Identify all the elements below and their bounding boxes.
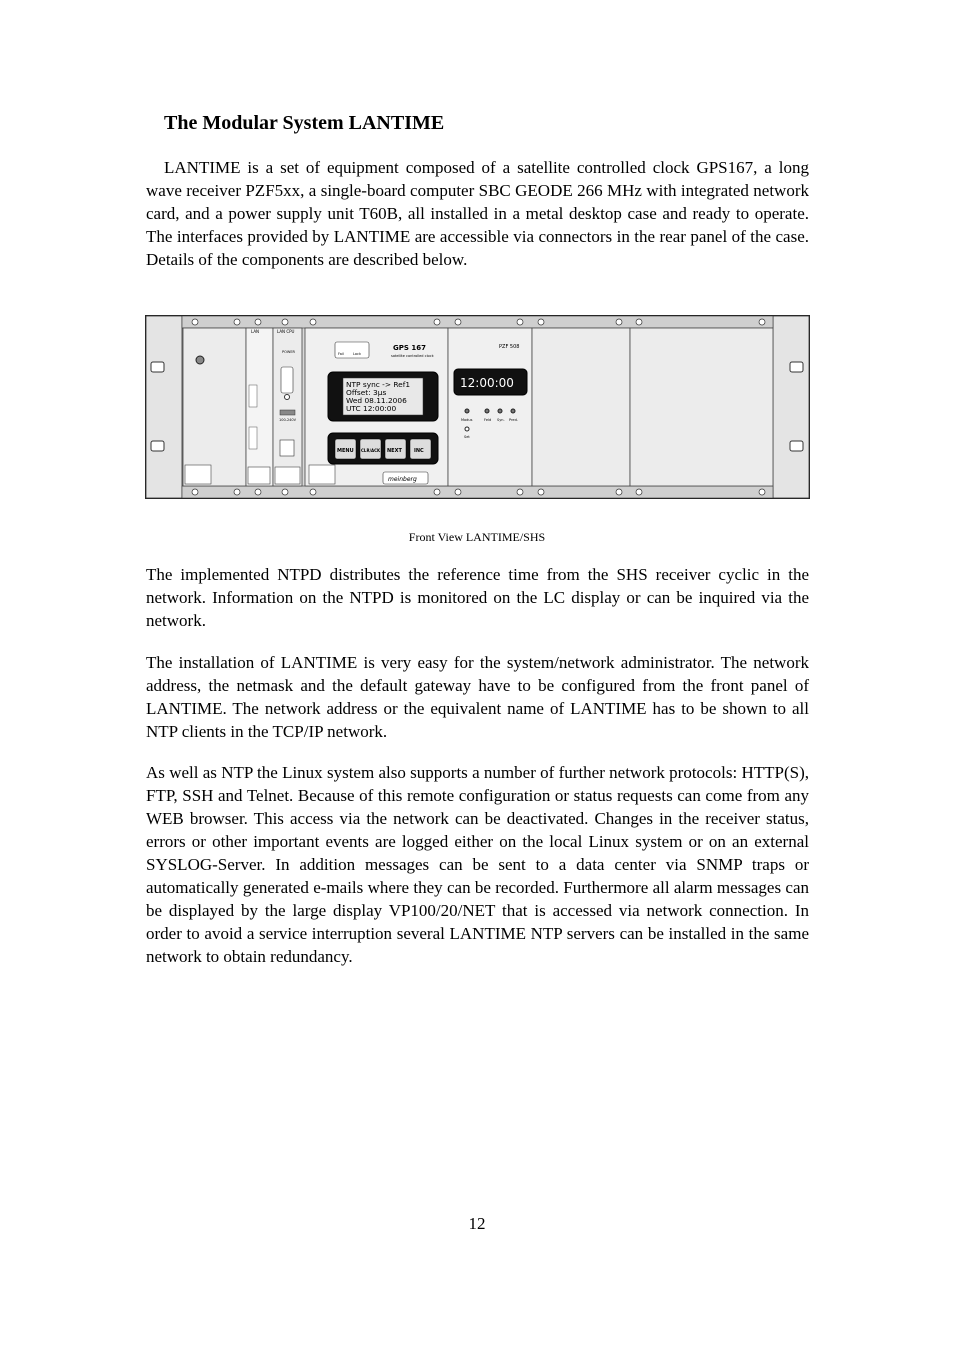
lan-label: LAN <box>251 329 260 334</box>
lan-cpu-label: LAN CPU <box>277 329 295 334</box>
paragraph-ntpd: The implemented NTPD distributes the reference time from the SHS receiver cyclic in the network. Information on the NTPD is monitored on the LC display or can be inquired via the network. <box>146 565 809 630</box>
pzf-title: PZF 508 <box>499 344 520 350</box>
pzf-time-display: 12:00:00 <box>460 376 514 390</box>
page-number: 12 <box>468 1214 486 1233</box>
pzf-led-syn: Syn. <box>497 418 505 422</box>
lock-label: Lock <box>353 352 361 356</box>
power-label: POWER <box>282 350 295 354</box>
fail-label: Fail <box>338 352 344 356</box>
front-view-figure <box>145 315 810 499</box>
gps-subtitle: satellite controlled clock <box>391 354 434 358</box>
paragraph-protocols: As well as NTP the Linux system also supports a number of further network protocols: HTTP(S), FTP, SSH and Telnet. Because of this remote configuration or status requests can come from any WEB browser. This access via the network can be deactivated. Changes in the receiver status, errors or other important events are logged either on the local Linux system or on an external SYSLOG-Server. In addition messages can be sent to a data center via SNMP traps or automatically generated e-mails where they can be recorded. Furthermore all alarm messages can be displayed by the large display VP100/20/NET that is accessed via network connection. In order to avoid a service interruption several LANTIME NTP servers can be installed in the same network to obtain redundancy. <box>146 763 809 966</box>
paragraph-intro: LANTIME is a set of equipment composed of a satellite controlled clock GPS167, a long wave receiver PZF5xx, a single-board computer SBC GEODE 266 MHz with integrated network card, and a power supply unit T60B, all installed in a metal desktop case and ready to operate. The interfaces provided by LANTIME are accessible via connectors in the rear panel of the case. Details of the components are described below. <box>146 158 809 269</box>
figure-caption: Front View LANTIME/SHS <box>408 530 546 544</box>
pzf-led-modus: Modus <box>461 418 473 422</box>
pzf-set-label: Set <box>464 435 470 439</box>
next-key-label: NEXT <box>387 448 402 454</box>
paragraph-installation: The installation of LANTIME is very easy for the system/network administrator. The network address, the netmask and the default gateway have to be configured from the front panel of LANTIME. The network address or the equivalent name of LANTIME has to be shown to all NTP clients in the TCP/IP network. <box>146 653 809 741</box>
lcd-line-4: UTC 12:00:00 <box>346 404 397 413</box>
lcd-line-1: NTP sync -> Ref1 <box>346 380 411 389</box>
brand-logo: meinberg <box>388 476 417 483</box>
pzf-led-pred: Pred. <box>509 418 518 422</box>
vdc-label: 100-240V <box>279 418 297 422</box>
lcd-line-2: Offset: 3µs <box>346 388 387 397</box>
pzf-led-feld: Feld <box>484 418 492 422</box>
gps-title: GPS 167 <box>393 344 426 352</box>
inc-key-label: INC <box>414 448 424 454</box>
lcd-line-3: Wed 08.11.2006 <box>346 396 407 405</box>
menu-key-label: MENU <box>337 448 354 454</box>
section-heading: The Modular System LANTIME <box>164 112 445 134</box>
clr-ack-key-label: CLR/ACK <box>361 448 381 453</box>
